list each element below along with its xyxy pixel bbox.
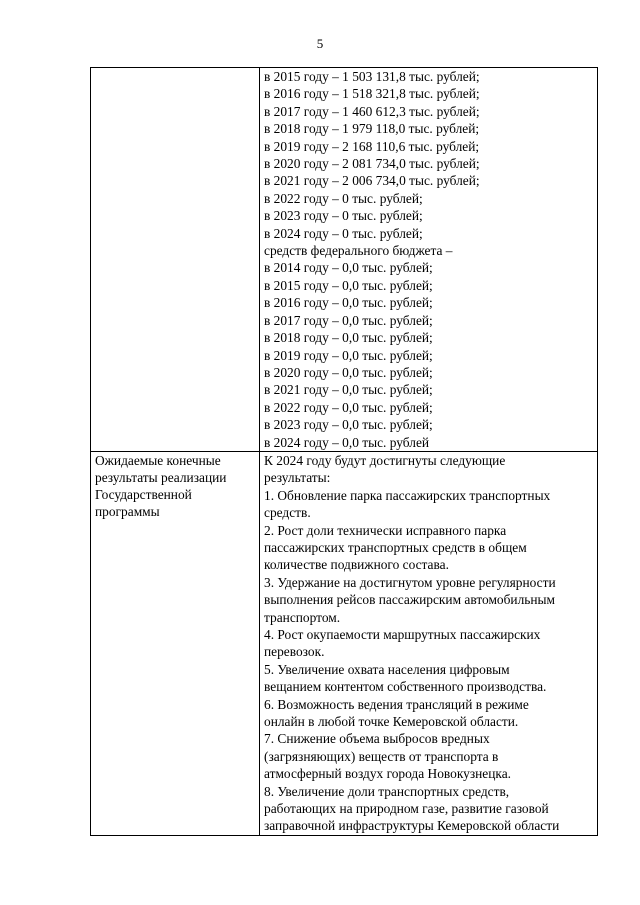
text-line: работающих на природном газе, развитие газовой <box>264 801 549 817</box>
text-line: в 2020 году – 2 081 734,0 тыс. рублей; <box>264 156 480 172</box>
text-line: 1. Обновление парка пассажирских транспортных <box>264 487 551 503</box>
text-line: в 2024 году – 0,0 тыс. рублей <box>264 434 430 450</box>
table-row-expected-results <box>91 451 598 835</box>
text-line: онлайн в любой точке Кемеровской области. <box>264 714 519 730</box>
text-line: в 2016 году – 0,0 тыс. рублей; <box>264 295 433 311</box>
text-line: в 2022 году – 0 тыс. рублей; <box>264 190 423 206</box>
row-label-cell <box>91 451 260 835</box>
text-line: в 2019 году – 0,0 тыс. рублей; <box>264 347 433 363</box>
label-line: результаты реализации <box>95 469 227 485</box>
text-line: (загрязняющих) веществ от транспорта в <box>264 748 499 764</box>
page-number: 5 <box>316 36 324 51</box>
text-line: средств федерального бюджета – <box>264 243 453 259</box>
text-line: перевозок. <box>264 644 325 660</box>
text-line: 5. Увеличение охвата населения цифровым <box>264 661 510 677</box>
text-line: в 2021 году – 0,0 тыс. рублей; <box>264 382 433 398</box>
text-line: 2. Рост доли технически исправного парка <box>264 522 507 538</box>
text-line: в 2024 году – 0 тыс. рублей; <box>264 225 423 241</box>
text-line: в 2023 году – 0 тыс. рублей; <box>264 208 423 224</box>
text-line: в 2017 году – 0,0 тыс. рублей; <box>264 312 433 328</box>
text-line: транспортом. <box>264 609 341 625</box>
text-line: в 2019 году – 2 168 110,6 тыс. рублей; <box>264 138 480 154</box>
text-line: количестве подвижного состава. <box>264 557 449 573</box>
text-line: в 2018 году – 0,0 тыс. рублей; <box>264 330 433 346</box>
text-line: в 2022 году – 0,0 тыс. рублей; <box>264 399 433 415</box>
text-line: в 2018 году – 1 979 118,0 тыс. рублей; <box>264 121 480 137</box>
row-value-cell <box>260 451 598 835</box>
text-line: К 2024 году будут достигнуты следующие <box>264 452 506 468</box>
text-line: 3. Удержание на достигнутом уровне регулярности <box>264 574 556 590</box>
label-line: программы <box>95 503 160 519</box>
row-label-cell <box>91 68 260 452</box>
text-line: 4. Рост окупаемости маршрутных пассажирских <box>264 627 541 642</box>
text-line: в 2015 году – 1 503 131,8 тыс. рублей; <box>264 69 480 84</box>
label-line: Государственной <box>95 486 192 502</box>
text-line: вещанием контентом собственного производства. <box>264 679 547 695</box>
text-line: 8. Увеличение доли транспортных средств, <box>264 783 510 799</box>
program-passport-table <box>90 67 598 836</box>
row-value-cell <box>260 68 598 452</box>
text-line: выполнения рейсов пассажирским автомобильным <box>264 592 556 608</box>
text-line: в 2020 году – 0,0 тыс. рублей; <box>264 364 433 380</box>
text-line: 6. Возможность ведения трансляций в режиме <box>264 696 529 712</box>
text-line: атмосферный воздух города Новокузнецка. <box>264 766 511 782</box>
text-line: в 2014 году – 0,0 тыс. рублей; <box>264 260 433 276</box>
table-row-funding <box>91 68 598 452</box>
text-line: в 2023 году – 0,0 тыс. рублей; <box>264 417 433 433</box>
label-line: Ожидаемые конечные <box>95 452 221 468</box>
text-line: в 2015 году – 0,0 тыс. рублей; <box>264 277 433 293</box>
text-line: 7. Снижение объема выбросов вредных <box>264 731 490 747</box>
text-line: средств. <box>264 505 311 521</box>
text-line: в 2021 году – 2 006 734,0 тыс. рублей; <box>264 173 480 189</box>
text-line: в 2016 году – 1 518 321,8 тыс. рублей; <box>264 86 480 102</box>
text-line: заправочной инфраструктуры Кемеровской области <box>264 818 560 834</box>
text-line: в 2017 году – 1 460 612,3 тыс. рублей; <box>264 103 480 119</box>
text-line: пассажирских транспортных средств в общем <box>264 539 527 555</box>
text-line: результаты: <box>264 470 331 486</box>
